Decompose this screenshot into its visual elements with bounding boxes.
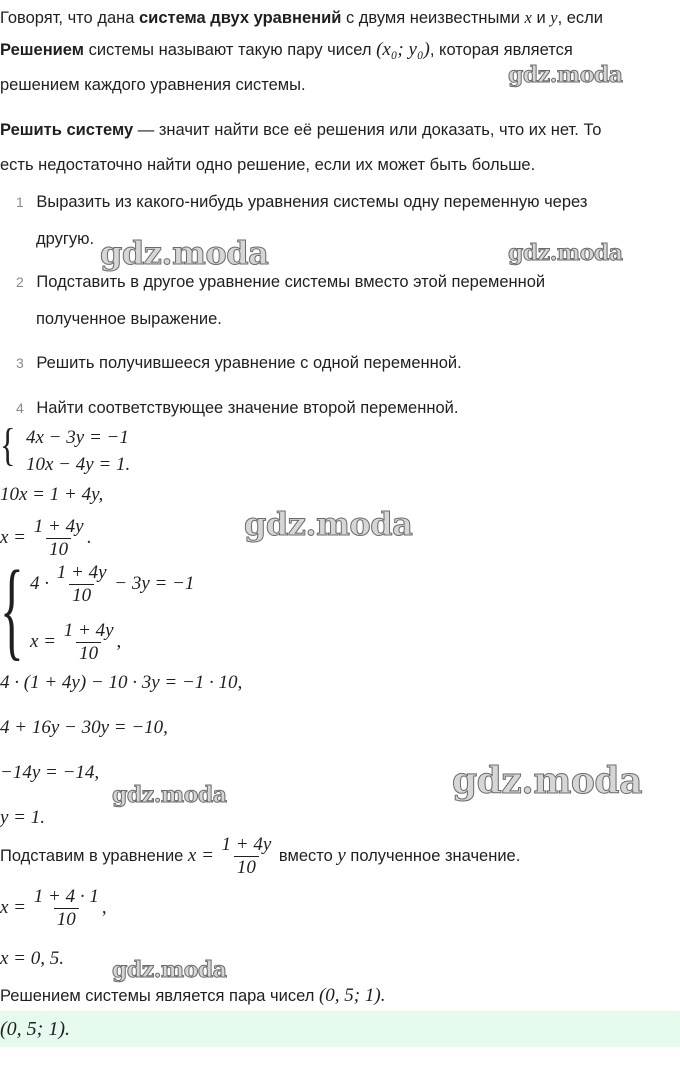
equation-lhs: x = <box>187 844 214 866</box>
answer-value: (0, 5; 1). <box>0 1018 70 1040</box>
fraction-denominator: 10 <box>76 642 101 665</box>
fraction-numerator: 1 + 4y <box>221 834 272 855</box>
intro-line-2 <box>0 39 573 61</box>
equation-lhs: x = <box>0 896 27 918</box>
fraction <box>61 620 117 665</box>
equation: 4 + 16y − 30y = −10, <box>0 717 168 738</box>
step-3 <box>16 354 462 373</box>
fraction-numerator: 1 + 4y <box>63 620 114 641</box>
step-text: Подставить в другое уравнение системы вместо этой переменной <box>36 273 546 291</box>
intro-line-3: решением каждого уравнения системы. <box>0 76 306 94</box>
step-number: 4 <box>16 400 24 416</box>
equation <box>30 620 121 665</box>
fraction-numerator: 1 + 4 · 1 <box>33 886 99 907</box>
watermark: gdz.moda <box>452 760 642 802</box>
system-brace: { <box>0 419 16 470</box>
step-text-cont: другую. <box>36 230 95 248</box>
fraction-denominator: 10 <box>234 856 259 879</box>
substitution-line <box>0 834 520 879</box>
system-brace: { <box>0 548 24 670</box>
term-solve: Решить систему <box>0 121 134 139</box>
intro-text: Говорят, что дана <box>0 9 139 27</box>
solve-text: — значит найти все её решения или доказать, что их нет. То <box>133 121 602 139</box>
watermark: gdz.moda <box>508 62 623 88</box>
text: вместо <box>278 846 338 865</box>
equation: x = 0, 5. <box>0 948 65 969</box>
text: Подставим в уравнение <box>0 846 188 865</box>
watermark: gdz.moda <box>112 957 227 983</box>
equation-part: − 3y = −1 <box>114 572 195 594</box>
step-2 <box>16 273 545 292</box>
fraction <box>31 516 87 561</box>
equation: 10x = 1 + 4y, <box>0 484 104 505</box>
watermark: gdz.moda <box>112 782 227 808</box>
equation: 10x − 4y = 1. <box>26 454 131 475</box>
equation-lhs: x = <box>0 526 27 548</box>
var-y: y <box>550 8 558 27</box>
solve-line-2: есть недостаточно найти одно решение, если их может быть больше. <box>0 156 536 174</box>
pair-notation: (x₀; y₀) <box>376 39 430 60</box>
equation <box>0 886 107 931</box>
step-text: Выразить из какого-нибудь уравнения системы одну переменную через <box>36 193 588 211</box>
term-system: система двух уравнений <box>139 9 342 27</box>
step-text: Найти соответствующее значение второй переменной. <box>36 399 459 417</box>
step-1 <box>16 193 587 212</box>
fraction-numerator: 1 + 4y <box>33 516 84 537</box>
fraction-denominator: 10 <box>69 584 94 607</box>
intro-text: с двумя неизвестными <box>341 9 525 27</box>
punctuation: . <box>86 526 92 548</box>
fraction <box>31 886 102 931</box>
var-y: y <box>337 844 346 866</box>
step-number: 3 <box>16 355 24 371</box>
equation-lhs: x = <box>30 630 57 652</box>
equation: −14y = −14, <box>0 762 100 783</box>
fraction-denominator: 10 <box>54 908 79 931</box>
intro-text: и <box>531 9 551 27</box>
intro-text: системы называют такую пару чисел <box>83 41 377 59</box>
fraction-denominator: 10 <box>46 538 71 561</box>
watermark: gdz.moda <box>244 505 413 543</box>
equation: 4x − 3y = −1 <box>26 427 129 448</box>
fraction <box>54 562 110 607</box>
text: полученное значение. <box>345 846 521 865</box>
step-4 <box>16 399 458 418</box>
step-text-cont: полученное выражение. <box>36 310 222 328</box>
step-text: Решить получившееся уравнение с одной переменной. <box>36 354 462 372</box>
result-pair: (0, 5; 1). <box>318 985 386 1006</box>
intro-text: , которая является <box>429 41 573 59</box>
punctuation: , <box>101 896 107 918</box>
fraction <box>219 834 275 879</box>
term-solution: Решением <box>0 41 84 59</box>
var-x: x <box>524 8 532 27</box>
intro-text: , если <box>557 9 604 27</box>
text: Решением системы является пара чисел <box>0 987 319 1005</box>
answer-box <box>0 1011 680 1047</box>
step-number: 1 <box>16 194 24 210</box>
step-number: 2 <box>16 274 24 290</box>
watermark: gdz.moda <box>100 234 269 272</box>
equation: 4 · (1 + 4y) − 10 · 3y = −1 · 10, <box>0 672 243 693</box>
watermark: gdz.moda <box>508 240 623 266</box>
result-line <box>0 985 385 1007</box>
punctuation: , <box>116 630 122 652</box>
equation: y = 1. <box>0 807 46 828</box>
fraction-numerator: 1 + 4y <box>56 562 107 583</box>
solve-line-1 <box>0 121 601 140</box>
equation-part: 4 · <box>30 572 49 594</box>
equation <box>30 562 194 607</box>
intro-line-1 <box>0 8 603 28</box>
